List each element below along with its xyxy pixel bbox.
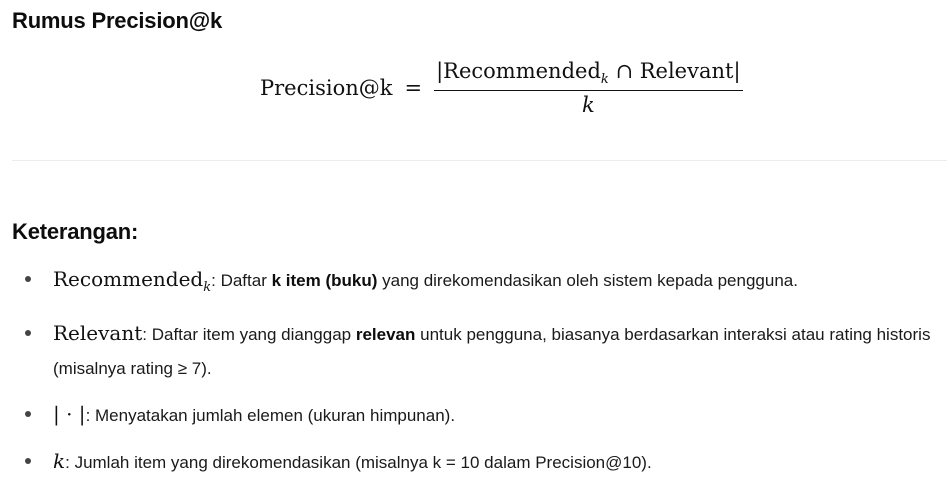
item-text: : Menyatakan jumlah elemen (ukuran himpunan).: [85, 406, 456, 425]
item-text: untuk pengguna, biasanya berdasarkan interaksi atau rating historis (misalnya rating ≥ 7).: [53, 325, 931, 378]
numerator-subscript: k: [600, 72, 609, 87]
term-recommended-sub: k: [203, 280, 212, 295]
formula-numerator: [434, 59, 742, 90]
page-title: Rumus Precision@k: [12, 8, 223, 33]
item-text: yang direkomendasikan oleh sistem kepada pengguna.: [377, 271, 798, 290]
term-cardinality: | · |: [53, 402, 86, 426]
section-divider: [12, 160, 947, 161]
list-item: [0, 397, 949, 433]
item-text: : Jumlah item yang direkomendasikan (misalnya k = 10 dalam Precision@10).: [65, 453, 652, 472]
item-text: : Daftar item yang dianggap: [142, 325, 356, 344]
list-item: [0, 444, 949, 480]
precision-formula: [260, 58, 743, 118]
keterangan-list: [0, 262, 949, 480]
formula-equals: =: [404, 76, 423, 100]
item-text: : Daftar: [211, 271, 272, 290]
term-recommended: Recommended: [53, 267, 204, 291]
item-bold-text: k item (buku): [271, 271, 378, 290]
formula-lhs: Precision@k: [260, 76, 393, 100]
formula-fraction: [434, 59, 742, 117]
numerator-open: |Recommended: [436, 59, 601, 83]
item-bold-text: relevan: [355, 325, 416, 344]
term-k: k: [53, 449, 66, 473]
list-item: [0, 262, 949, 305]
numerator-rest: ∩ Relevant|: [608, 59, 741, 83]
list-item: [0, 316, 949, 386]
formula-denominator: k: [581, 93, 595, 117]
keterangan-heading: Keterangan:: [12, 219, 139, 244]
term-relevant: Relevant: [53, 321, 143, 345]
